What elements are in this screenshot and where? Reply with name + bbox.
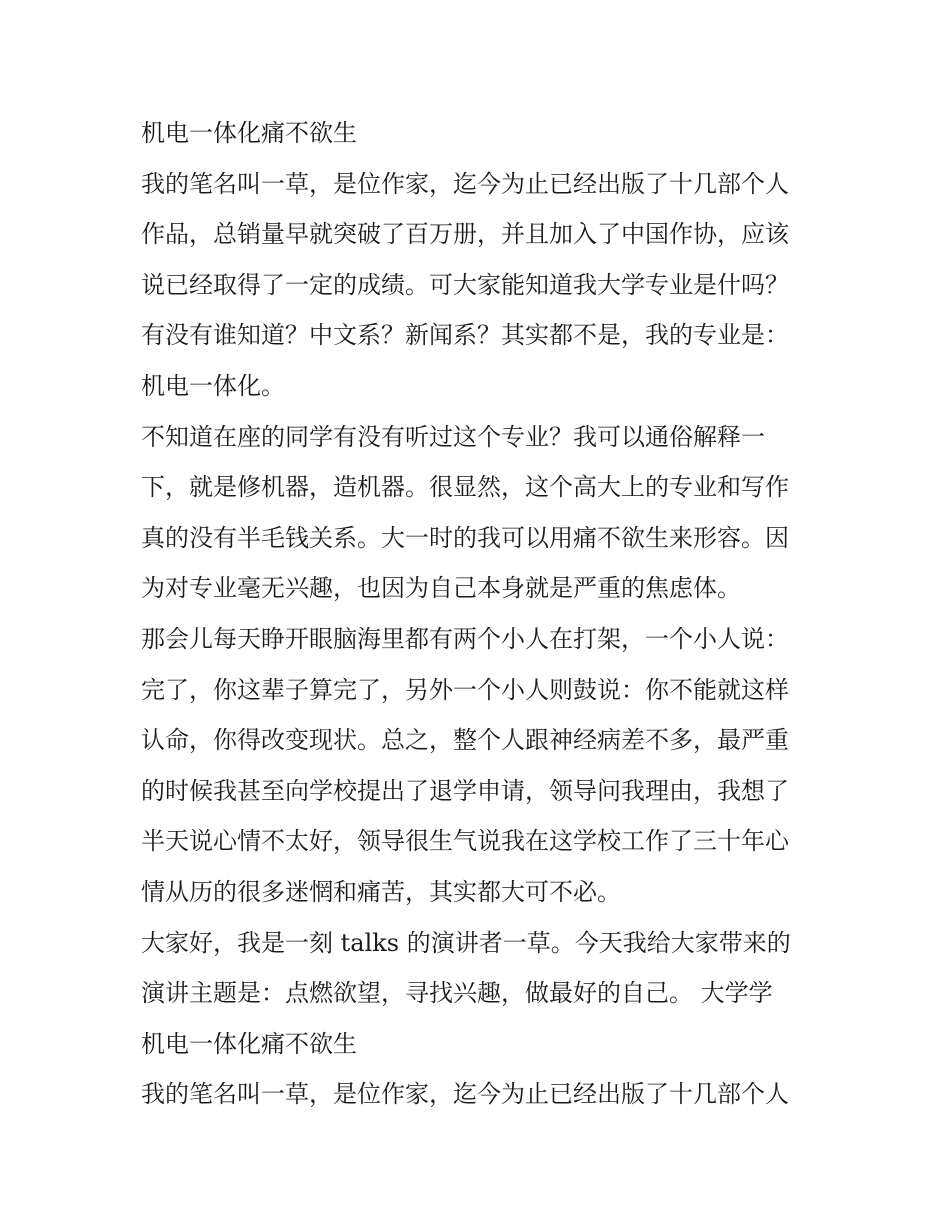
heading-line: 机电一体化痛不欲生: [141, 1029, 357, 1058]
text-line: 大家好，我是一刻 talks 的演讲者一草。今天我给大家带来的: [141, 928, 791, 957]
text-line: 半天说心情不太好，领导很生气说我在这学校工作了三十年心: [141, 827, 789, 856]
text-line: 认命，你得改变现状。总之，整个人跟神经病差不多，最严重: [141, 726, 789, 755]
text-line: 作品，总销量早就突破了百万册，并且加入了中国作协，应该: [141, 220, 789, 249]
text-line: 的时候我甚至向学校提出了退学申请，领导问我理由，我想了: [141, 776, 789, 805]
text-line: 演讲主题是：点燃欲望，寻找兴趣，做最好的自己。 大学学: [141, 979, 773, 1008]
text-line: 我的笔名叫一草，是位作家，迄今为止已经出版了十几部个人: [141, 1080, 789, 1109]
text-line: 机电一体化。: [141, 371, 285, 400]
text-line: 那会儿每天睁开眼脑海里都有两个小人在打架，一个小人说：: [141, 624, 789, 653]
text-line: 完了，你这辈子算完了，另外一个小人则鼓说：你不能就这样: [141, 675, 789, 704]
document-body: [141, 108, 821, 1120]
text-line: 下，就是修机器，造机器。很显然，这个高大上的专业和写作: [141, 473, 789, 502]
text-line: 不知道在座的同学有没有听过这个专业？我可以通俗解释一: [141, 422, 765, 451]
text-line: 我的笔名叫一草，是位作家，迄今为止已经出版了十几部个人: [141, 169, 789, 198]
text-line: 为对专业毫无兴趣，也因为自己本身就是严重的焦虑体。: [141, 574, 741, 603]
text-line: 真的没有半毛钱关系。大一时的我可以用痛不欲生来形容。因: [141, 523, 789, 552]
heading-line: 机电一体化痛不欲生: [141, 119, 357, 147]
text-line: 有没有谁知道？中文系？新闻系？其实都不是，我的专业是：: [141, 321, 789, 350]
text-line: 情从历的很多迷惘和痛苦，其实都大可不必。: [141, 877, 621, 906]
text-line: 说已经取得了一定的成绩。可大家能知道我大学专业是什吗？: [141, 270, 789, 299]
